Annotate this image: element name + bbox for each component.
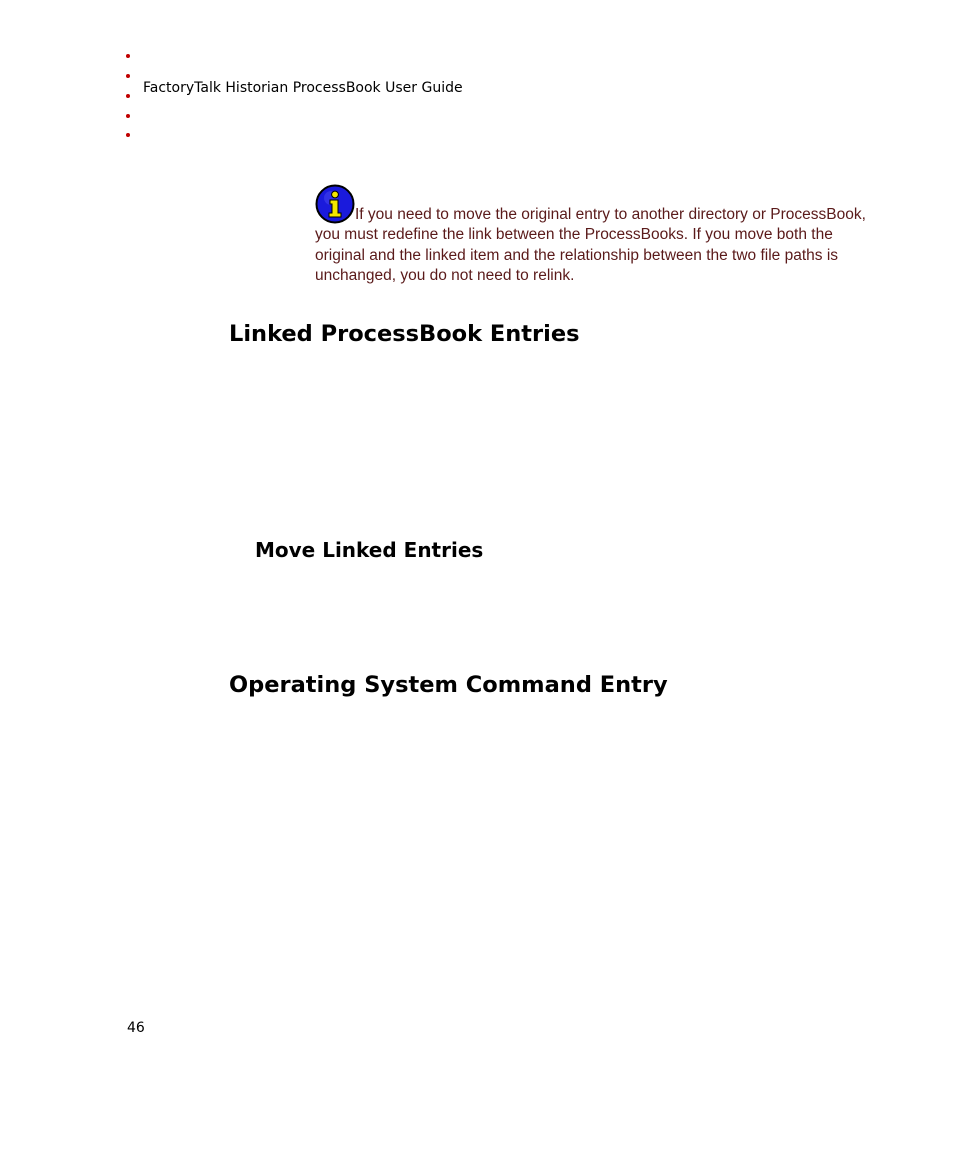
info-note <box>315 184 875 286</box>
running-header-title: FactoryTalk Historian ProcessBook User Guide <box>143 80 463 96</box>
page-number: 46 <box>127 1020 145 1036</box>
bullet-2 <box>126 74 130 78</box>
heading-operating-system-command-entry: Operating System Command Entry <box>229 672 668 698</box>
heading-linked-processbook-entries: Linked ProcessBook Entries <box>229 321 580 347</box>
bullet-1 <box>126 54 130 58</box>
heading-move-linked-entries: Move Linked Entries <box>255 538 484 562</box>
bullet-4 <box>126 114 130 118</box>
bullet-3 <box>126 94 130 98</box>
bullet-5 <box>126 133 130 137</box>
info-icon <box>315 184 355 224</box>
info-note-body: If you need to move the original entry to another directory or ProcessBook, you must redefine the link between the ProcessBooks. If you move both the original and the linked item and the relationship between the two file paths is unchanged, you do not need to relink. <box>315 205 866 284</box>
info-note-text <box>315 206 866 285</box>
